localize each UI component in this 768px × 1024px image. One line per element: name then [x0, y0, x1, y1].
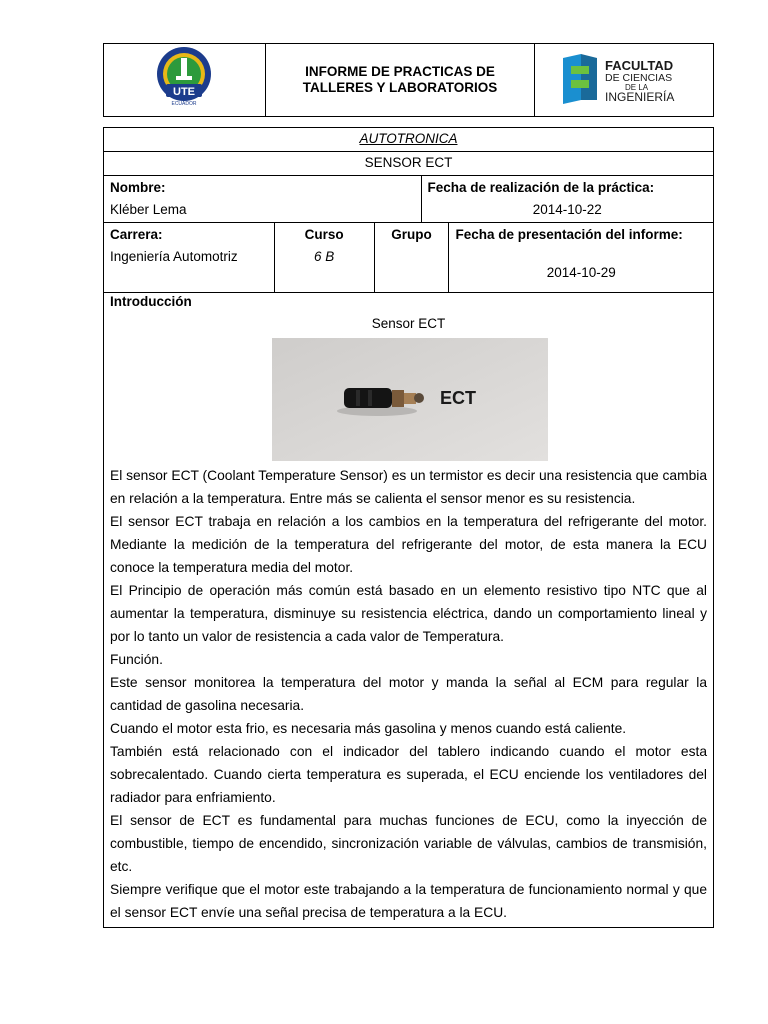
fecha-presentacion-cell [449, 223, 714, 293]
right-logo-cell [535, 44, 714, 117]
carrera-value: Ingeniería Automotriz [110, 249, 238, 264]
faculty-logo-line3: DE LA [625, 83, 649, 92]
paragraph: Siempre verifique que el motor este trabajando a la temperatura de funcionamiento normal y que el sensor ECT envíe una señal precisa de temperatura a la ECU. [110, 882, 707, 920]
report-table [103, 127, 714, 928]
faculty-logo [535, 44, 711, 111]
paragraph: El sensor ECT trabaja en relación a los cambios en la temperatura del refrigerante del motor. Mediante la medición de la temperatura del refrigerante del motor, de esta manera la ECU conoce la temperatura media del motor. [110, 514, 707, 575]
faculty-logo-line2: DE CIENCIAS [605, 72, 673, 84]
introduction-heading: Introducción [110, 294, 192, 309]
paragraph: El sensor ECT (Coolant Temperature Sensor) es un termistor es decir una resistencia que cambia en relación a la temperatura. Entre más se calienta el sensor menor es su resistencia. [110, 468, 707, 506]
nombre-cell [104, 176, 422, 223]
fecha-realizacion-cell [421, 176, 714, 223]
figure-caption: Sensor ECT [371, 316, 446, 331]
fecha-presentacion-value: 2014-10-29 [546, 265, 616, 280]
topic: SENSOR ECT [364, 155, 453, 170]
paragraph: El Principio de operación más común está basado en un elemento resistivo tipo NTC que al aumentar la temperatura, disminuye su resistencia eléctrica, dando un comportamiento lineal y por lo tanto un valor de resistencia a cada valor de Temperatura. [110, 583, 707, 644]
faculty-logo-line1: FACULTAD [605, 58, 674, 73]
paragraph: El sensor de ECT es fundamental para muchas funciones de ECU, como la inyección de combustible, tiempo de encendido, sincronización variable de válvulas, cambios de transmisión, etc. [110, 813, 707, 874]
subject: AUTOTRONICA [359, 131, 458, 146]
header-title-cell [266, 44, 535, 117]
introduction-cell [104, 293, 714, 928]
topic-cell [104, 152, 714, 176]
paragraph: Este sensor monitorea la temperatura del motor y manda la señal al ECM para regular la cantidad de gasolina necesaria. [110, 675, 707, 713]
paragraph: También está relacionado con el indicador del tablero indicando cuando el motor esta sobrecalentado. Cuando cierta temperatura es superada, el ECU enciende los ventiladores del radiador para enfriamiento. [110, 744, 707, 805]
header-table [103, 43, 714, 117]
fecha-realizacion-label: Fecha de realización de la práctica: [427, 180, 655, 195]
paragraph: Función. [110, 652, 163, 667]
ect-sensor-icon [272, 338, 548, 461]
ute-logo-sub: ECUADOR [171, 101, 197, 107]
paragraph: Cuando el motor esta frio, es necesaria más gasolina y menos cuando está caliente. [110, 721, 627, 736]
sensor-photo [272, 338, 548, 461]
header-title-line1: INFORME DE PRACTICAS DE [305, 64, 495, 79]
fecha-presentacion-label: Fecha de presentación del informe: [455, 227, 683, 242]
left-logo-cell [104, 44, 266, 117]
subject-cell [104, 128, 714, 152]
grupo-label: Grupo [391, 227, 432, 242]
carrera-cell [104, 223, 275, 293]
carrera-label: Carrera: [110, 227, 163, 242]
nombre-label: Nombre: [110, 180, 166, 195]
curso-value: 6 B [313, 249, 335, 264]
header-title-line2: TALLERES Y LABORATORIOS [302, 80, 498, 95]
grupo-cell [374, 223, 449, 293]
curso-cell [274, 223, 374, 293]
fecha-realizacion-value: 2014-10-22 [532, 202, 602, 217]
ute-logo-text: UTE [173, 86, 195, 98]
faculty-logo-line4: INGENIERÍA [605, 90, 675, 104]
introduction-text [110, 464, 707, 924]
curso-label: Curso [304, 227, 344, 242]
nombre-value: Kléber Lema [110, 202, 187, 217]
ute-logo [104, 44, 265, 111]
ect-photo-label: ECT [440, 388, 476, 408]
